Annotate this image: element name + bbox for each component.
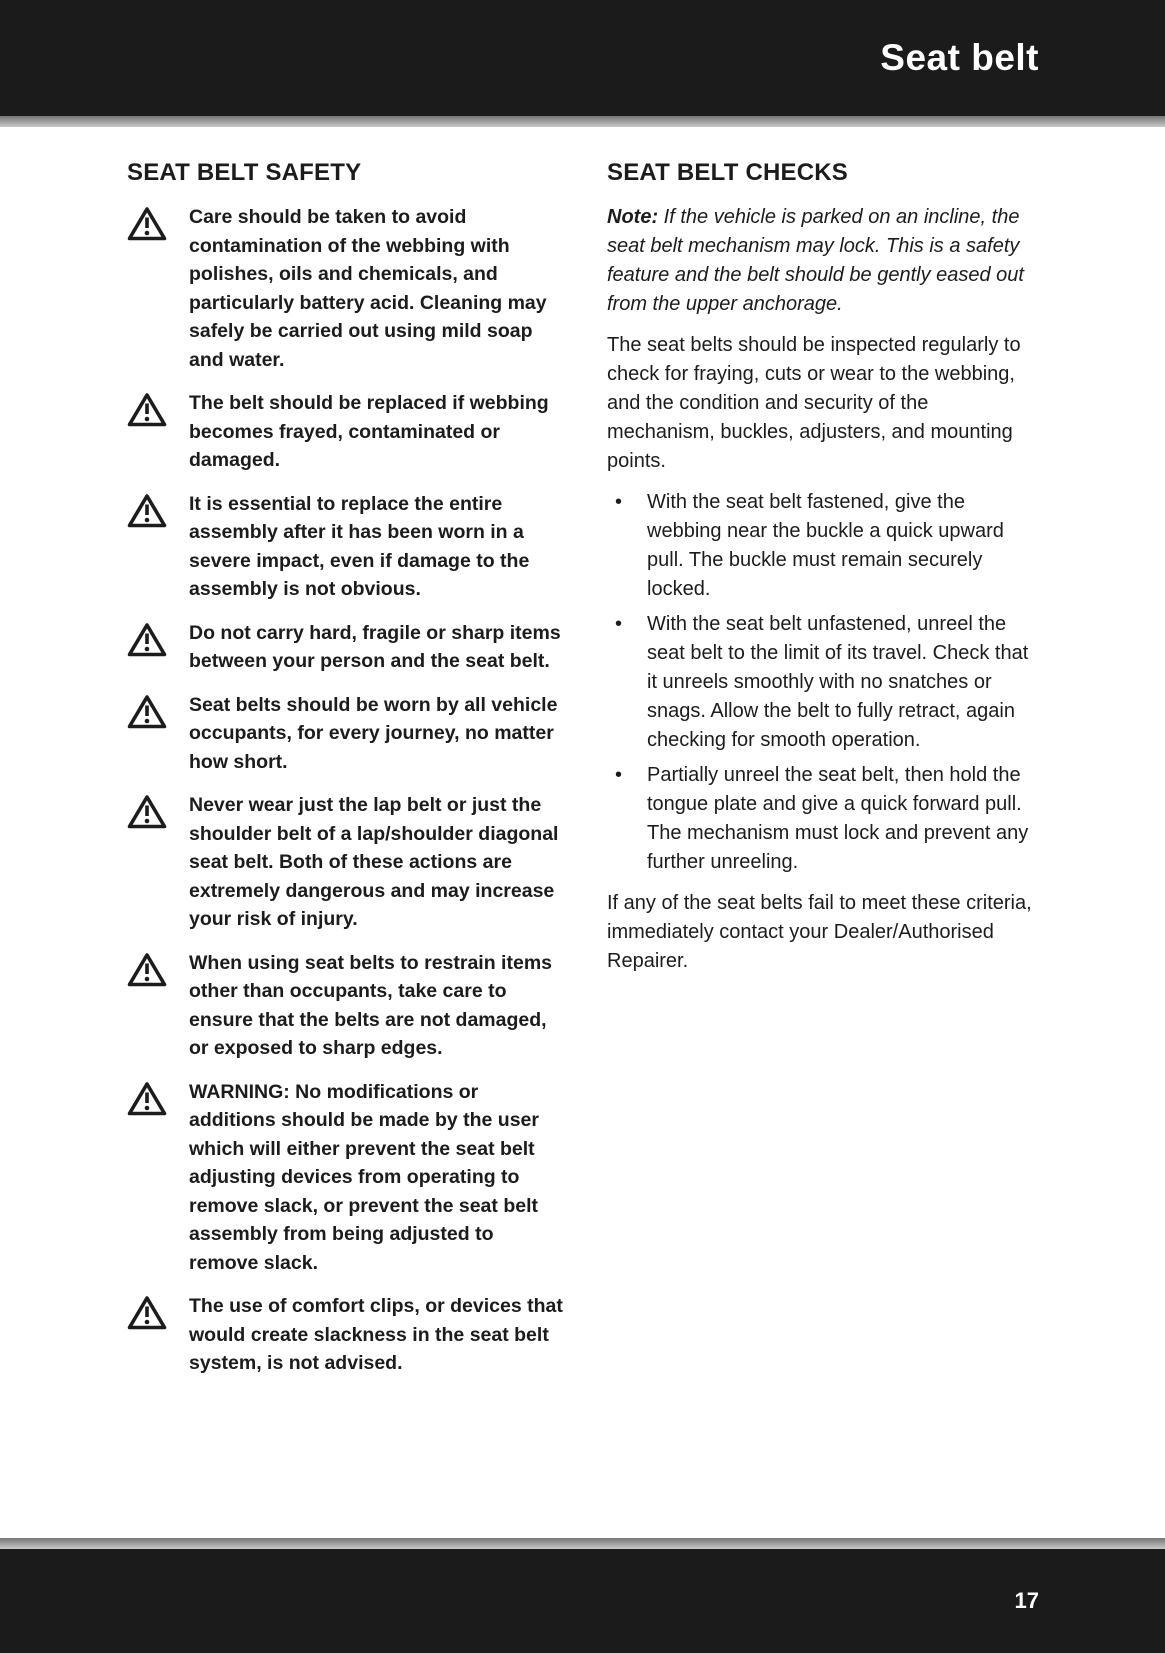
page-content — [0, 127, 1165, 1393]
warning-triangle-icon — [127, 949, 167, 1063]
warning-triangle-icon — [127, 1292, 167, 1378]
header-gradient-strip — [0, 116, 1165, 127]
warning-triangle-icon — [127, 389, 167, 475]
bullet-text: Partially unreel the seat belt, then hold the tongue plate and give a quick forward pull. The mechanism must lock and prevent any further unreeling. — [647, 764, 1029, 873]
warning-triangle-icon — [127, 791, 167, 934]
warning-item — [127, 1078, 567, 1278]
note-paragraph — [607, 203, 1039, 319]
warning-text: Do not carry hard, fragile or sharp items between your person and the seat belt. — [189, 621, 561, 672]
warning-item — [127, 619, 567, 676]
section-heading-checks: SEAT BELT CHECKS — [607, 159, 848, 186]
warning-item — [127, 949, 567, 1063]
warning-text: The belt should be replaced if webbing becomes frayed, contaminated or damaged. — [189, 392, 549, 471]
warning-triangle-icon — [127, 619, 167, 676]
footer-gradient-strip — [0, 1538, 1165, 1549]
warning-text: Care should be taken to avoid contamination of the webbing with polishes, oils and chemicals, and particularly battery acid. Cleaning may safely be carried out using mild soap and water. — [189, 206, 547, 371]
warning-text: When using seat belts to restrain items other than occupants, take care to ensure that the belts are not damaged, or exposed to sharp edges. — [189, 951, 552, 1059]
page-footer — [0, 1549, 1165, 1653]
bullet-text: With the seat belt unfastened, unreel the seat belt to the limit of its travel. Check that it unreels smoothly with no snatches or snags. Allow the belt to fully retract, again checking for smooth operation. — [647, 613, 1029, 751]
section-heading-safety: SEAT BELT SAFETY — [127, 159, 362, 186]
bullet-text: With the seat belt fastened, give the webbing near the buckle a quick upward pull. The buckle must remain securely locked. — [647, 491, 1004, 600]
warning-triangle-icon — [127, 1078, 167, 1278]
intro-paragraph: The seat belts should be inspected regularly to check for fraying, cuts or wear to the webbing, and the condition and security of the mechanism, buckles, adjusters, and mounting points. — [607, 334, 1021, 472]
bullet-item — [607, 488, 1039, 604]
note-label: Note: — [607, 206, 659, 228]
warning-text: WARNING: No modifications or additions should be made by the user which will either prevent the seat belt adjusting devices from operating to remove slack, or prevent the seat belt assembly from being adjusted to remove slack. — [189, 1080, 539, 1274]
warning-text: The use of comfort clips, or devices that would create slackness in the seat belt system, is not advised. — [189, 1295, 563, 1374]
page-title: Seat belt — [880, 37, 1039, 78]
warning-item — [127, 691, 567, 777]
seat-belt-checks-section — [607, 159, 1039, 1393]
bullet-item — [607, 761, 1039, 877]
seat-belt-safety-section — [127, 159, 567, 1393]
warning-text: Never wear just the lap belt or just the shoulder belt of a lap/shoulder diagonal seat belt. Both of these actions are extremely dangerous and may increase your risk of injury. — [189, 794, 559, 930]
warning-triangle-icon — [127, 691, 167, 777]
warning-item — [127, 791, 567, 934]
note-text: If the vehicle is parked on an incline, the seat belt mechanism may lock. This is a safety feature and the belt should be gently eased out from the upper anchorage. — [607, 206, 1024, 315]
page-number: 17 — [1014, 1588, 1039, 1613]
warning-triangle-icon — [127, 203, 167, 374]
bullet-item — [607, 610, 1039, 755]
closing-paragraph: If any of the seat belts fail to meet these criteria, immediately contact your Dealer/Authorised Repairer. — [607, 892, 1032, 972]
warning-item — [127, 203, 567, 374]
warning-text: It is essential to replace the entire assembly after it has been worn in a severe impact, even if damage to the assembly is not obvious. — [189, 492, 530, 600]
page-header — [0, 0, 1165, 116]
warning-item — [127, 490, 567, 604]
warning-text: Seat belts should be worn by all vehicle occupants, for every journey, no matter how short. — [189, 693, 558, 773]
warning-item — [127, 1292, 567, 1378]
warning-item — [127, 389, 567, 475]
warning-triangle-icon — [127, 490, 167, 604]
